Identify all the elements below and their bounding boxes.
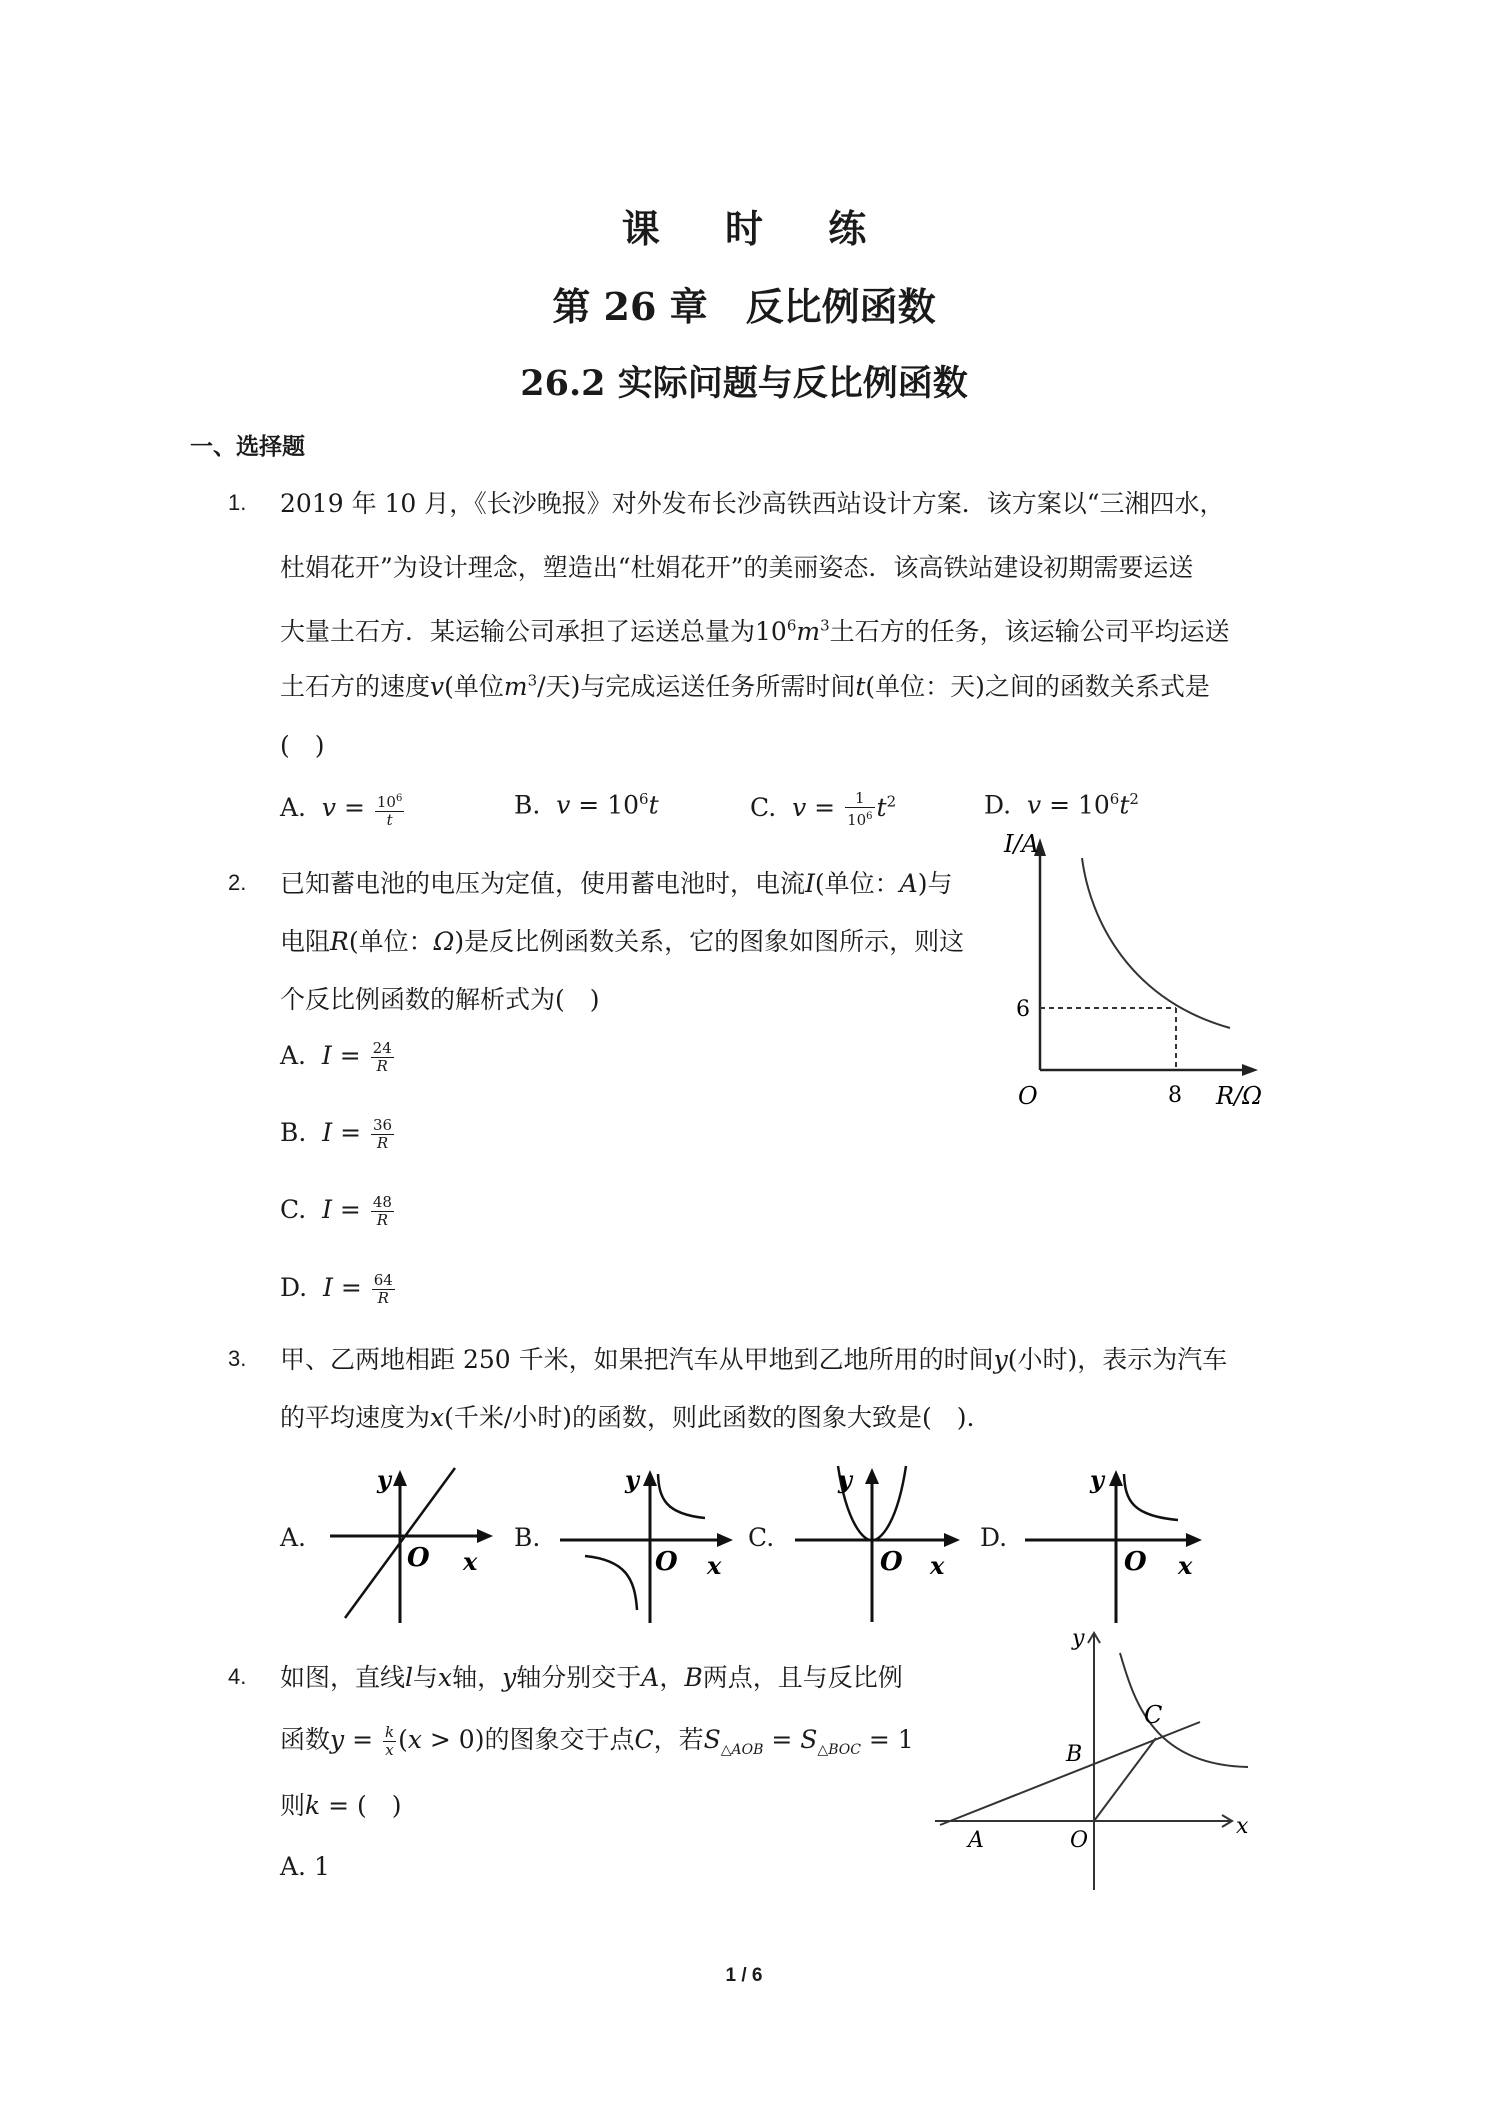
q1-line3: 大量土石方．某运输公司承担了运送总量为$10^6m^3$土石方的任务，该运输公司平均运送 bbox=[280, 616, 1230, 646]
q4-curve bbox=[1120, 1653, 1248, 1767]
section-title: 26.2 实际问题与反比例函数 bbox=[520, 363, 968, 404]
q2-graph bbox=[990, 830, 1280, 1120]
q3-line1: 甲、乙两地相距 250 千米，如果把汽车从甲地到乙地所用的时间y(小时)，表示为汽车 bbox=[280, 1345, 1228, 1374]
svg-text:O: O bbox=[1124, 1547, 1147, 1577]
q4-option-a[interactable]: A. 1 bbox=[280, 1852, 330, 1881]
svg-text:C: C bbox=[1144, 1701, 1163, 1729]
q3-graph-d[interactable] bbox=[1020, 1458, 1210, 1628]
q1-option-c[interactable]: C. v = $\frac{1}{10^6}$ $t^2$ bbox=[750, 789, 897, 829]
q3-number: 3. bbox=[228, 1346, 247, 1371]
q1-line1: 2019 年 10 月，《长沙晚报》对外发布长沙高铁西站设计方案．该方案以“三湘四水， bbox=[280, 489, 1225, 518]
q2-option-a[interactable]: A. I = $\frac{24}{R}$ bbox=[280, 1039, 392, 1075]
q4-line1: 如图，直线l与x轴，y轴分别交于A，B两点，且与反比例 bbox=[280, 1663, 903, 1692]
svg-text:A: A bbox=[968, 1828, 984, 1853]
q4-line3: 则k = ( ) bbox=[280, 1791, 402, 1820]
q2-tick-y: 6 bbox=[1016, 997, 1030, 1022]
q2-option-b[interactable]: B. I = $\frac{36}{R}$ bbox=[280, 1116, 393, 1152]
q4-graph bbox=[930, 1625, 1260, 1895]
q2-line2: 电阻R(单位：Ω)是反比例函数关系，它的图象如图所示，则这 bbox=[280, 927, 965, 956]
q3-graph-b[interactable] bbox=[555, 1458, 740, 1628]
section-label: 一、选择题 bbox=[190, 434, 305, 460]
svg-text:x: x bbox=[463, 1547, 478, 1576]
q2-option-d[interactable]: D. I = $\frac{64}{R}$ bbox=[280, 1271, 393, 1307]
q2-number: 2. bbox=[228, 870, 247, 895]
q2-line1: 已知蓄电池的电压为定值，使用蓄电池时，电流I(单位：A)与 bbox=[280, 869, 953, 898]
q1-line2: 杜娟花开”为设计理念，塑造出“杜娟花开”的美丽姿态．该高铁站建设初期需要运送 bbox=[280, 553, 1194, 582]
svg-text:y: y bbox=[377, 1465, 391, 1494]
q1-number: 1. bbox=[228, 490, 247, 515]
q1-option-b[interactable]: B. $v = 10^6t$ bbox=[514, 790, 659, 820]
q2-line3: 个反比例函数的解析式为( ) bbox=[280, 985, 600, 1014]
svg-text:B: B bbox=[1066, 1742, 1083, 1767]
svg-text:y: y bbox=[838, 1465, 852, 1494]
q2-x-label: R/Ω bbox=[1216, 1082, 1263, 1110]
svg-text:y: y bbox=[1090, 1465, 1104, 1494]
q4-segment-oc bbox=[1094, 1738, 1156, 1821]
q2-option-c[interactable]: C. I = $\frac{48}{R}$ bbox=[280, 1193, 392, 1229]
svg-text:y: y bbox=[1072, 1626, 1085, 1651]
q1-answer-paren: ( ) bbox=[280, 731, 325, 760]
q2-x-arrow bbox=[1242, 1064, 1258, 1076]
q3-graph-a[interactable] bbox=[325, 1458, 500, 1628]
svg-text:x: x bbox=[930, 1551, 945, 1580]
svg-text:x: x bbox=[1178, 1551, 1193, 1580]
q2-origin: O bbox=[1018, 1082, 1038, 1110]
page-number: 1 / 6 bbox=[725, 1965, 763, 1986]
svg-text:O: O bbox=[655, 1547, 678, 1577]
q2-curve bbox=[1082, 858, 1230, 1028]
q4-line-l bbox=[940, 1722, 1200, 1825]
svg-text:x: x bbox=[707, 1551, 722, 1580]
q2-y-label: I/A bbox=[1004, 830, 1039, 858]
q3-option-b-label[interactable]: B. bbox=[514, 1523, 541, 1552]
q1-option-d[interactable]: D. $v = 10^6t^2$ bbox=[984, 790, 1139, 820]
svg-text:y: y bbox=[625, 1465, 639, 1494]
q3-graph-c[interactable] bbox=[790, 1452, 970, 1627]
q3-option-c-label[interactable]: C. bbox=[748, 1523, 775, 1552]
doc-title: 课 时 练 bbox=[621, 206, 893, 251]
svg-text:O: O bbox=[880, 1547, 903, 1577]
q4-line2: 函数y = $\frac{k}{x}$ (x > 0)的图象交于点C，若$S_{\triangle AOB} = S_{\triangle BOC} = 1$ bbox=[280, 1723, 914, 1759]
svg-text:O: O bbox=[407, 1543, 430, 1573]
q3-option-d-label[interactable]: D. bbox=[980, 1523, 1008, 1552]
svg-text:O: O bbox=[1070, 1828, 1089, 1853]
q4-number: 4. bbox=[228, 1664, 247, 1689]
q1-line4: 土石方的速度v(单位$m^3/$天)与完成运送任务所需时间t(单位：天)之间的函数关系式是 bbox=[280, 671, 1210, 701]
q2-tick-x: 8 bbox=[1168, 1083, 1182, 1108]
svg-text:x: x bbox=[1236, 1814, 1249, 1839]
q3-option-a-label[interactable]: A. bbox=[280, 1523, 307, 1552]
q1-option-a[interactable]: A. v = $\frac{10^6}{t}$ bbox=[280, 790, 406, 829]
chapter-title: 第 26 章 反比例函数 bbox=[552, 284, 936, 329]
q3-line2: 的平均速度为x(千米/小时)的函数，则此函数的图象大致是( )． bbox=[280, 1403, 992, 1432]
